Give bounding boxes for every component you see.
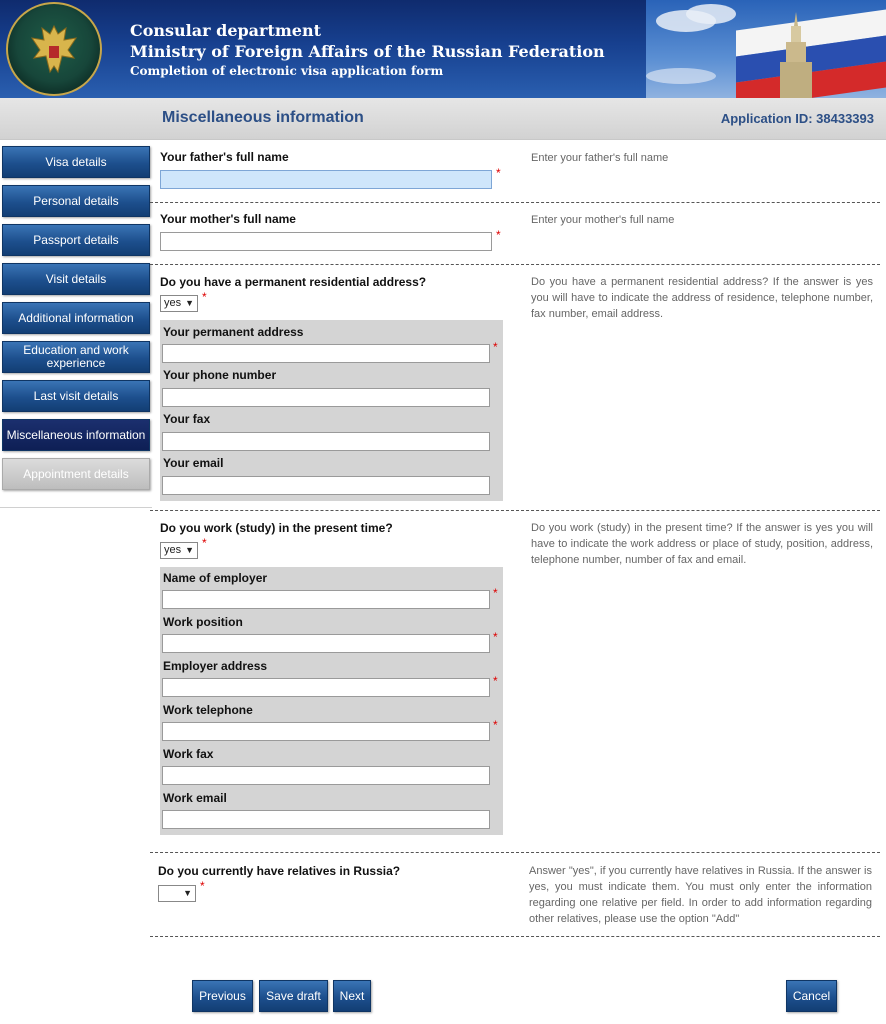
sidebar-item-last-visit[interactable]: Last visit details [2, 380, 150, 412]
email-input[interactable] [162, 476, 490, 495]
father-name-label: Your father's full name [160, 150, 289, 164]
required-marker: * [200, 879, 205, 893]
sidebar-item-appointment: Appointment details [2, 458, 150, 490]
section-divider [150, 264, 880, 265]
fax-input[interactable] [162, 432, 490, 451]
work-email-input[interactable] [162, 810, 490, 829]
relatives-question: Do you currently have relatives in Russia? [158, 864, 401, 878]
work-question: Do you work (study) in the present time? [160, 521, 393, 535]
phone-number-input[interactable] [162, 388, 490, 407]
ministry-title: Ministry of Foreign Affairs of the Russian Federation [130, 42, 605, 61]
residence-help: Do you have a permanent residential address? If the answer is yes you will have to indicate the address of residence, telephone number, fax number, email address. [531, 276, 873, 320]
work-fax-input[interactable] [162, 766, 490, 785]
double-headed-eagle-icon [28, 20, 80, 78]
work-fax-label: Work fax [163, 747, 214, 761]
sidebar-item-visa-details[interactable]: Visa details [2, 146, 150, 178]
required-marker: * [493, 718, 498, 732]
section-divider [150, 202, 880, 203]
department-title: Consular department [130, 21, 321, 40]
next-button[interactable]: Next [333, 980, 371, 1012]
employer-address-label: Employer address [163, 659, 268, 673]
residence-select-value: yes [164, 297, 182, 309]
required-marker: * [496, 166, 501, 180]
work-select[interactable] [160, 542, 198, 559]
required-marker: * [493, 340, 498, 354]
sidebar-item-miscellaneous[interactable]: Miscellaneous information [2, 419, 150, 451]
required-marker: * [493, 674, 498, 688]
save-draft-button[interactable]: Save draft [259, 980, 328, 1012]
sidebar-item-personal-details[interactable]: Personal details [2, 185, 150, 217]
mother-name-input[interactable] [160, 232, 492, 251]
chevron-down-icon: ▼ [183, 888, 192, 898]
form-subtitle: Completion of electronic visa application form [130, 64, 444, 78]
sidebar-item-additional-information[interactable]: Additional information [2, 302, 150, 334]
required-marker: * [493, 630, 498, 644]
required-marker: * [202, 536, 207, 550]
sidebar-divider [0, 507, 152, 508]
cancel-button[interactable]: Cancel [786, 980, 837, 1012]
mother-name-label: Your mother's full name [160, 212, 296, 226]
work-position-input[interactable] [162, 634, 490, 653]
father-name-input[interactable] [160, 170, 492, 189]
required-marker: * [202, 290, 207, 304]
work-help: Do you work (study) in the present time? If the answer is yes you will have to indicate the work address or place of study, position, address, telephone number, number of fax and email. [531, 522, 873, 566]
relatives-select[interactable] [158, 885, 196, 902]
sidebar-nav [2, 146, 150, 497]
header-title-block [130, 20, 605, 80]
chevron-down-icon: ▼ [185, 545, 194, 555]
father-name-help: Enter your father's full name [531, 152, 669, 164]
fax-label: Your fax [163, 412, 211, 426]
work-email-label: Work email [163, 791, 227, 805]
section-divider [150, 510, 880, 511]
sidebar-item-education-work[interactable]: Education and work experience [2, 341, 150, 373]
required-marker: * [496, 228, 501, 242]
sidebar-item-visit-details[interactable]: Visit details [2, 263, 150, 295]
mother-name-help: Enter your mother's full name [531, 214, 675, 226]
ministry-building-image [776, 12, 816, 98]
site-header [0, 0, 886, 98]
permanent-address-input[interactable] [162, 344, 490, 363]
phone-number-label: Your phone number [163, 368, 277, 382]
section-divider [150, 852, 880, 853]
previous-button[interactable]: Previous [192, 980, 253, 1012]
relatives-help: Answer "yes", if you currently have relatives in Russia. If the answer is yes, you must indicate them. You must only enter the information regarding one relative per field. In order to add information regarding other relatives, please use the option "Add" [529, 865, 872, 925]
employer-address-input[interactable] [162, 678, 490, 697]
section-divider [150, 936, 880, 937]
residence-question: Do you have a permanent residential address? [160, 275, 427, 289]
sidebar-item-passport-details[interactable]: Passport details [2, 224, 150, 256]
work-telephone-label: Work telephone [163, 703, 253, 717]
employer-name-label: Name of employer [163, 571, 268, 585]
work-select-value: yes [164, 544, 182, 556]
header-sky-image [646, 0, 886, 98]
section-title-bar [0, 98, 886, 140]
required-marker: * [493, 586, 498, 600]
employer-name-input[interactable] [162, 590, 490, 609]
work-telephone-input[interactable] [162, 722, 490, 741]
email-label: Your email [163, 456, 224, 470]
work-position-label: Work position [163, 615, 243, 629]
permanent-address-label: Your permanent address [163, 325, 304, 339]
application-id: Application ID: 38433393 [720, 111, 874, 126]
consular-emblem-logo [6, 2, 102, 96]
page-title: Miscellaneous information [162, 109, 364, 126]
residence-select[interactable] [160, 295, 198, 312]
chevron-down-icon: ▼ [185, 298, 194, 308]
